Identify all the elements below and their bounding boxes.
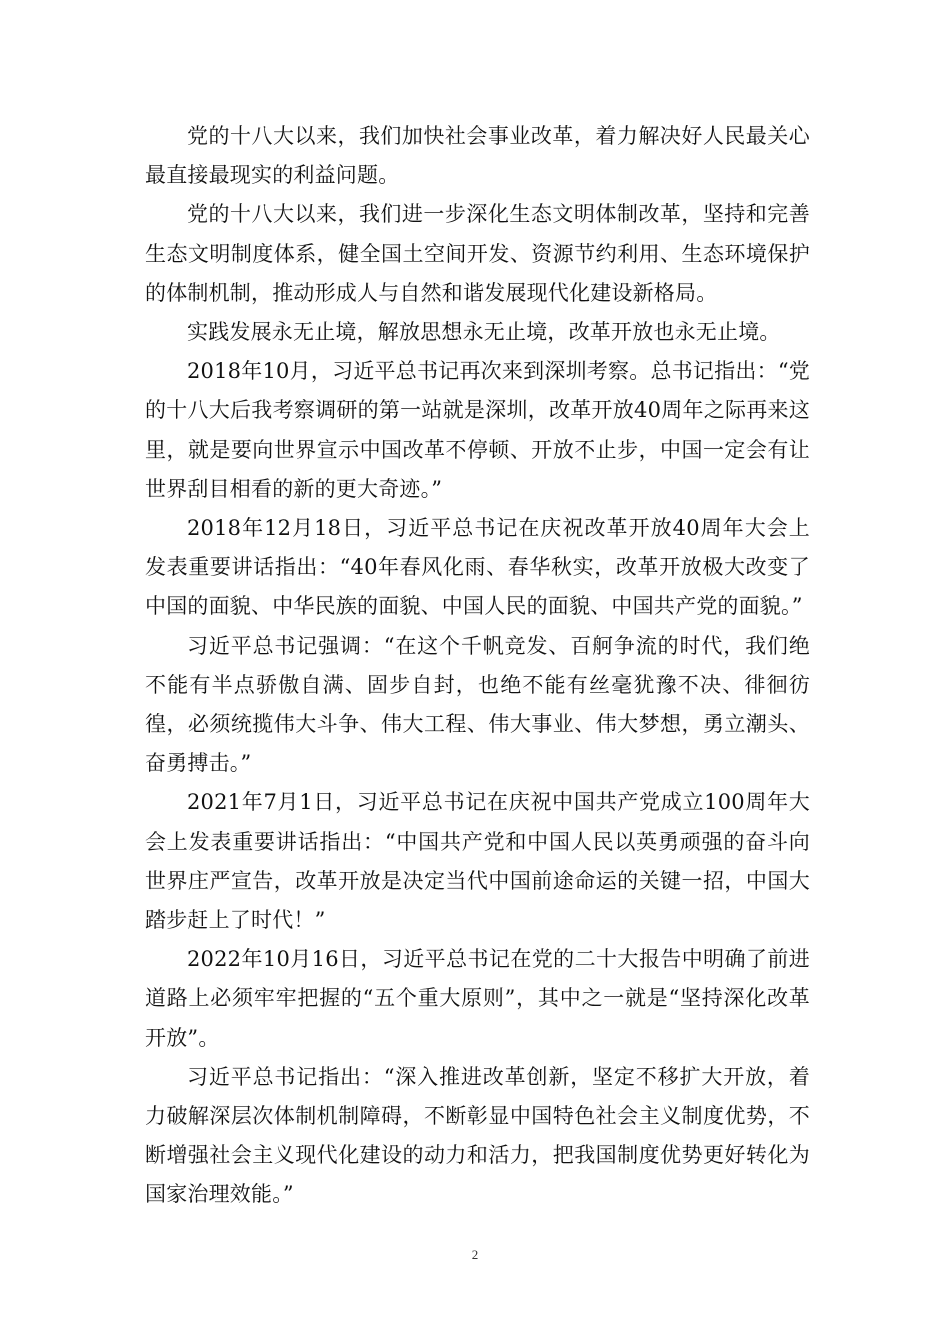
paragraph-practice-endless: 实践发展永无止境，解放思想永无止境，改革开放也永无止境。	[187, 320, 781, 345]
document-body	[145, 117, 810, 1215]
paragraph-social-reform: 党的十八大以来，我们加快社会事业改革，着力解决好人民最关心最直接最现实的利益问题。	[145, 124, 810, 188]
paragraph-deepen-reform: 习近平总书记指出：“深入推进改革创新，坚定不移扩大开放，着力破解深层次体制机制障碍，不断彰显中国特色社会主义制度优势，不断增强社会主义现代化建设的动力和活力，把我国制度优势更好转化为国家治理效能。”	[145, 1064, 810, 1207]
paragraph-twentieth-congress: 2022年10月16日，习近平总书记在党的二十大报告中明确了前进道路上必须牢牢把握的“五个重大原则”，其中之一就是“坚持深化改革开放”。	[145, 947, 810, 1050]
paragraph-40th-anniversary: 2018年12月18日，习近平总书记在庆祝改革开放40周年大会上发表重要讲话指出：“40年春风化雨、春华秋实，改革开放极大改变了中国的面貌、中华民族的面貌、中国人民的面貌、中国共产党的面貌。”	[145, 516, 810, 619]
paragraph-centenary-2021: 2021年7月1日，习近平总书记在庆祝中国共产党成立100周年大会上发表重要讲话指出：“中国共产党和中国人民以英勇顽强的奋斗向世界庄严宣告，改革开放是决定当代中国前途命运的关键一招，中国大踏步赶上了时代！”	[145, 790, 810, 933]
page-number: 2	[471, 1247, 479, 1262]
paragraph-shenzhen-2018: 2018年10月，习近平总书记再次来到深圳考察。总书记指出：“党的十八大后我考察调研的第一站就是深圳，改革开放40周年之际再来这里，就是要向世界宣示中国改革不停顿、开放不止步，中国一定会有让世界刮目相看的新的更大奇迹。”	[145, 359, 810, 501]
paragraph-stressed-quote: 习近平总书记强调：“在这个千帆竞发、百舸争流的时代，我们绝不能有半点骄傲自满、固步自封，也绝不能有丝毫犹豫不决、徘徊彷徨，必须统揽伟大斗争、伟大工程、伟大事业、伟大梦想，勇立潮头、奋勇搏击。”	[145, 633, 810, 776]
paragraph-ecological-reform: 党的十八大以来，我们进一步深化生态文明体制改革，坚持和完善生态文明制度体系，健全国土空间开发、资源节约利用、生态环境保护的体制机制，推动形成人与自然和谐发展现代化建设新格局。	[145, 202, 810, 305]
